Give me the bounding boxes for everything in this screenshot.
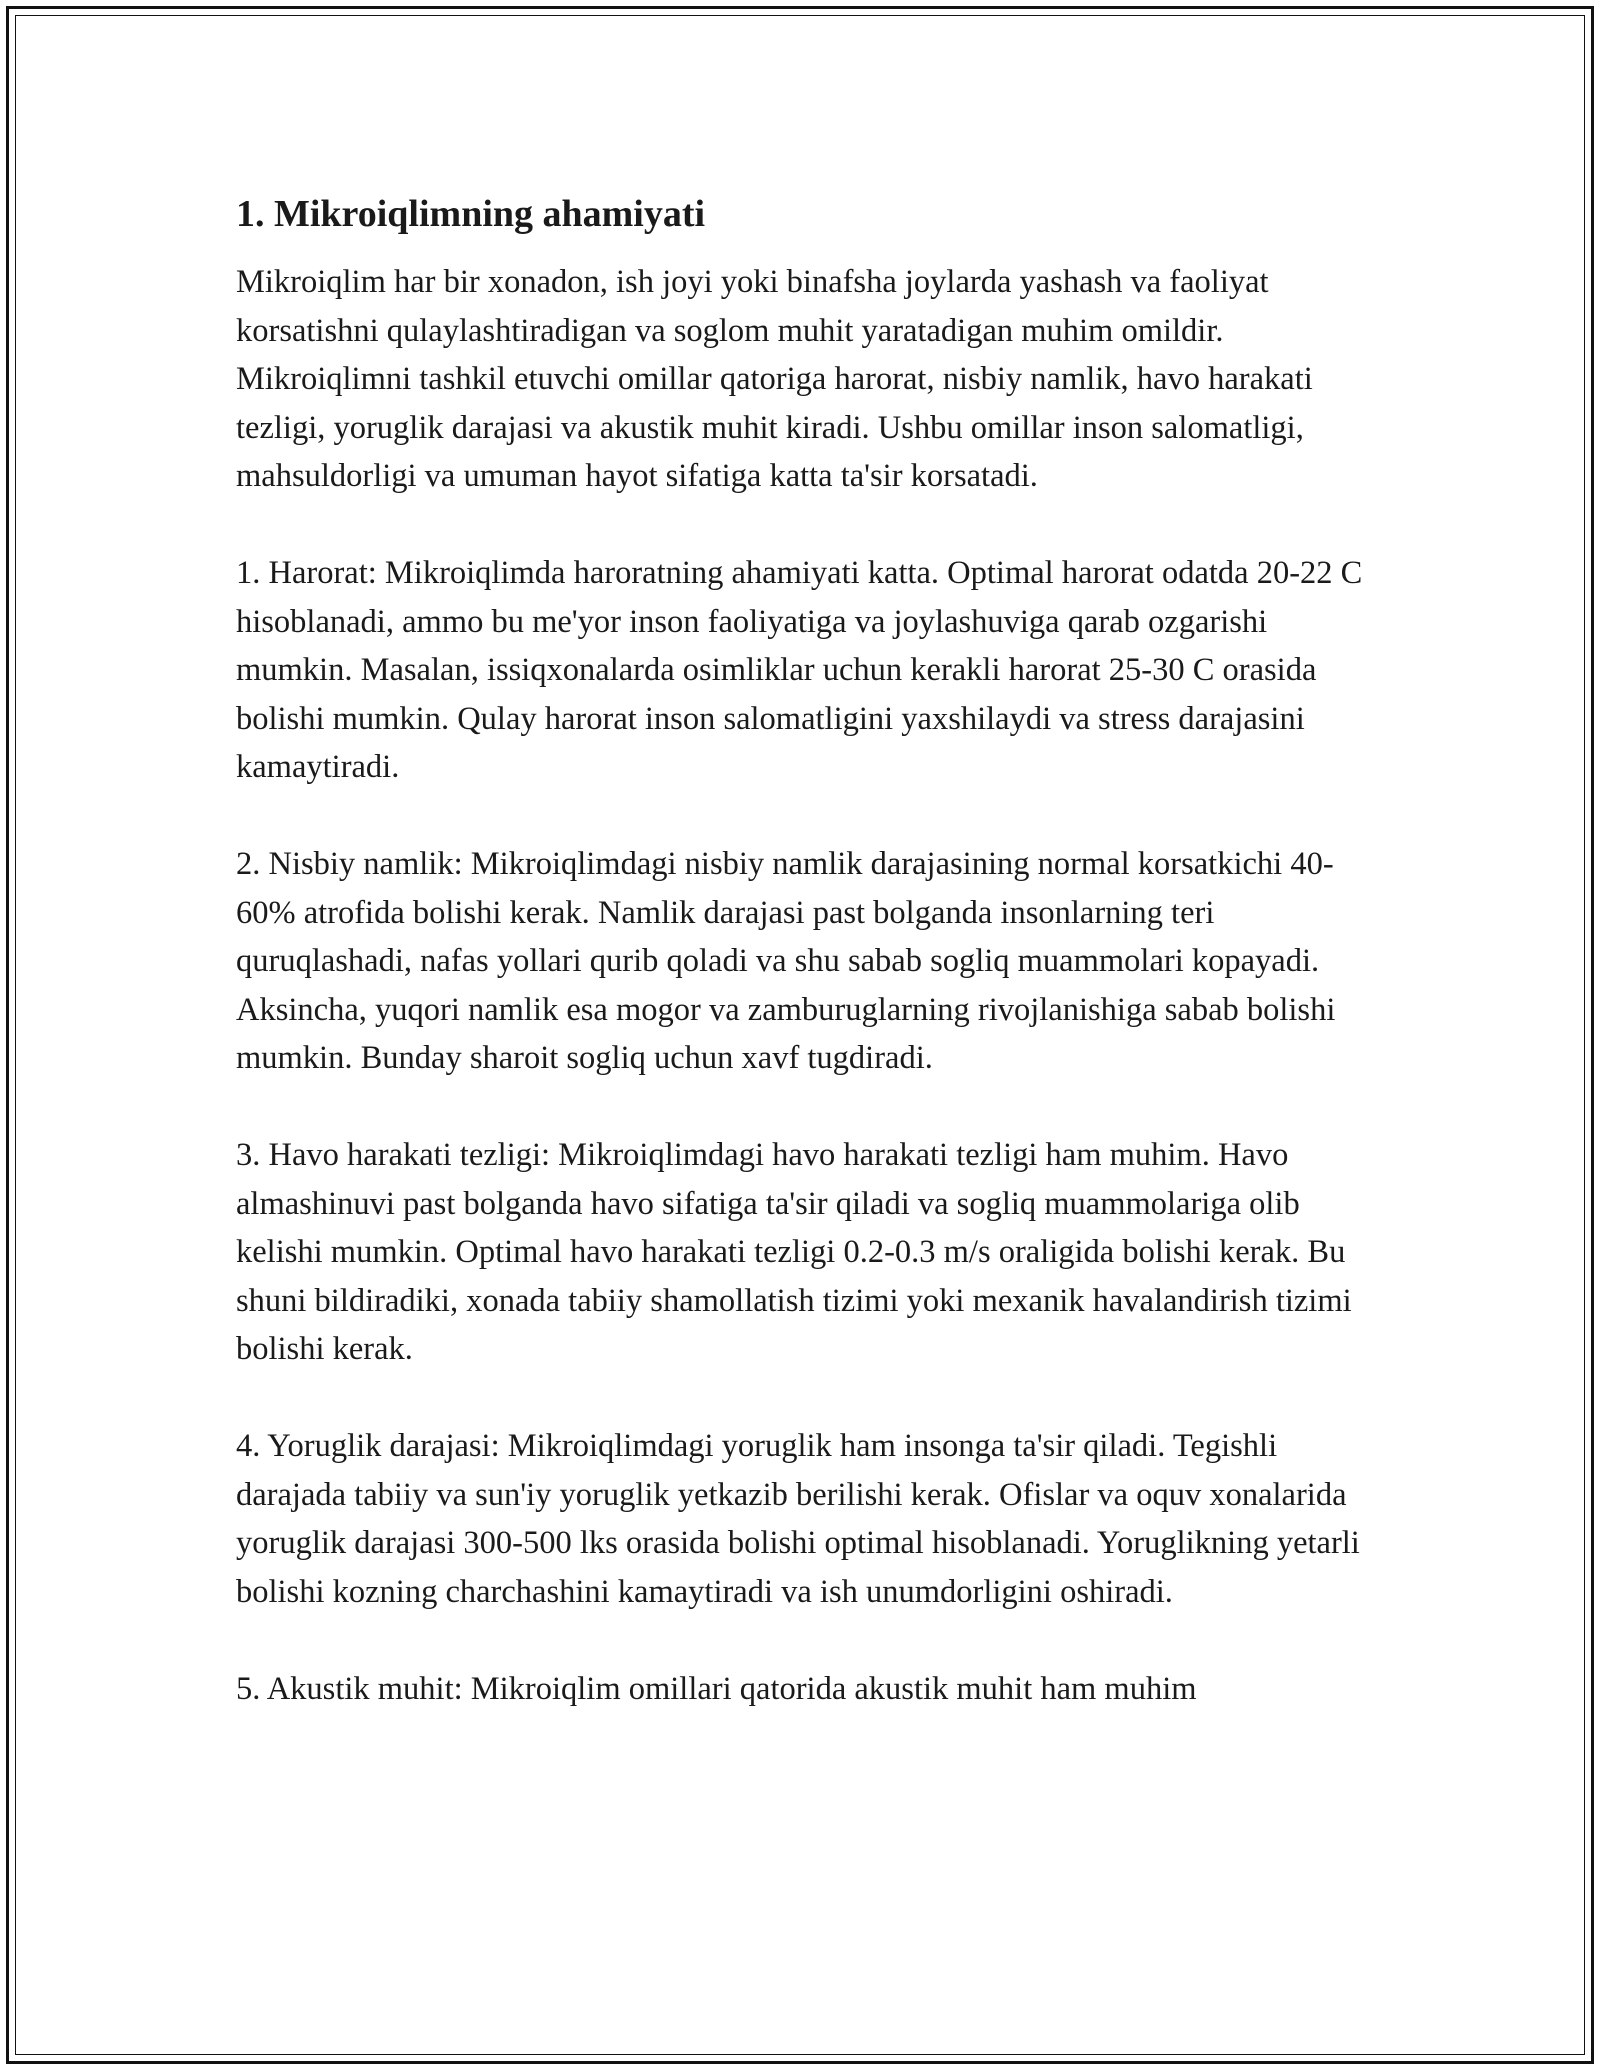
paragraph-lighting: 4. Yoruglik darajasi: Mikroiqlimdagi yoruglik ham insonga ta'sir qiladi. Tegishli darajada tabiiy va sun'iy yoruglik yetkazib berilishi kerak. Ofislar va oquv xonalarida yoruglik darajasi 300-500 lks orasida bolishi optimal hisoblanadi. Yoruglikning yetarli bolishi kozning charchashini kamaytiradi va ish unumdorligini oshiradi.	[236, 1428, 1360, 1610]
paragraph-temperature: 1. Harorat: Mikroiqlimda haroratning ahamiyati katta. Optimal harorat odatda 20-22 C hisoblanadi, ammo bu me'yor inson faoliyatiga va joylashuviga qarab ozgarishi mumkin. Masalan, issiqxonalarda osimliklar uchun kerakli harorat 25-30 C orasida bolishi mumkin. Qulay harorat inson salomatligini yaxshilaydi va stress darajasini kamaytiradi.	[236, 555, 1363, 785]
paragraph-acoustics: 5. Akustik muhit: Mikroiqlim omillari qatorida akustik muhit ham muhim	[236, 1670, 1197, 1707]
section-heading: 1. Mikroiqlimning ahamiyati	[236, 193, 706, 235]
paragraph-air-speed: 3. Havo harakati tezligi: Mikroiqlimdagi havo harakati tezligi ham muhim. Havo almashinuvi past bolganda havo sifatiga ta'sir qiladi va sogliq muammolariga olib kelishi mumkin. Optimal havo harakati tezligi 0.2-0.3 m/s oraligida bolishi kerak. Bu shuni bildiradiki, xonada tabiiy shamollatish tizimi yoki mexanik havalandirish tizimi bolishi kerak.	[236, 1137, 1352, 1367]
intro-paragraph: Mikroiqlim har bir xonadon, ish joyi yoki binafsha joylarda yashash va faoliyat korsatishni qulaylashtiradigan va soglom muhit yaratadigan muhim omildir. Mikroiqlimni tashkil etuvchi omillar qatoriga harorat, nisbiy namlik, havo harakati tezligi, yoruglik darajasi va akustik muhit kiradi. Ushbu omillar inson salomatligi, mahsuldorligi va umuman hayot sifatiga katta ta'sir korsatadi.	[236, 264, 1313, 494]
document-body	[236, 186, 1366, 1713]
paragraph-humidity: 2. Nisbiy namlik: Mikroiqlimdagi nisbiy namlik darajasining normal korsatkichi 40-60% atrofida bolishi kerak. Namlik darajasi past bolganda insonlarning teri quruqlashadi, nafas yollari qurib qoladi va shu sabab sogliq muammolari kopayadi. Aksincha, yuqori namlik esa mogor va zamburuglarning rivojlanishiga sabab bolishi mumkin. Bunday sharoit sogliq uchun xavf tugdiradi.	[236, 846, 1336, 1076]
